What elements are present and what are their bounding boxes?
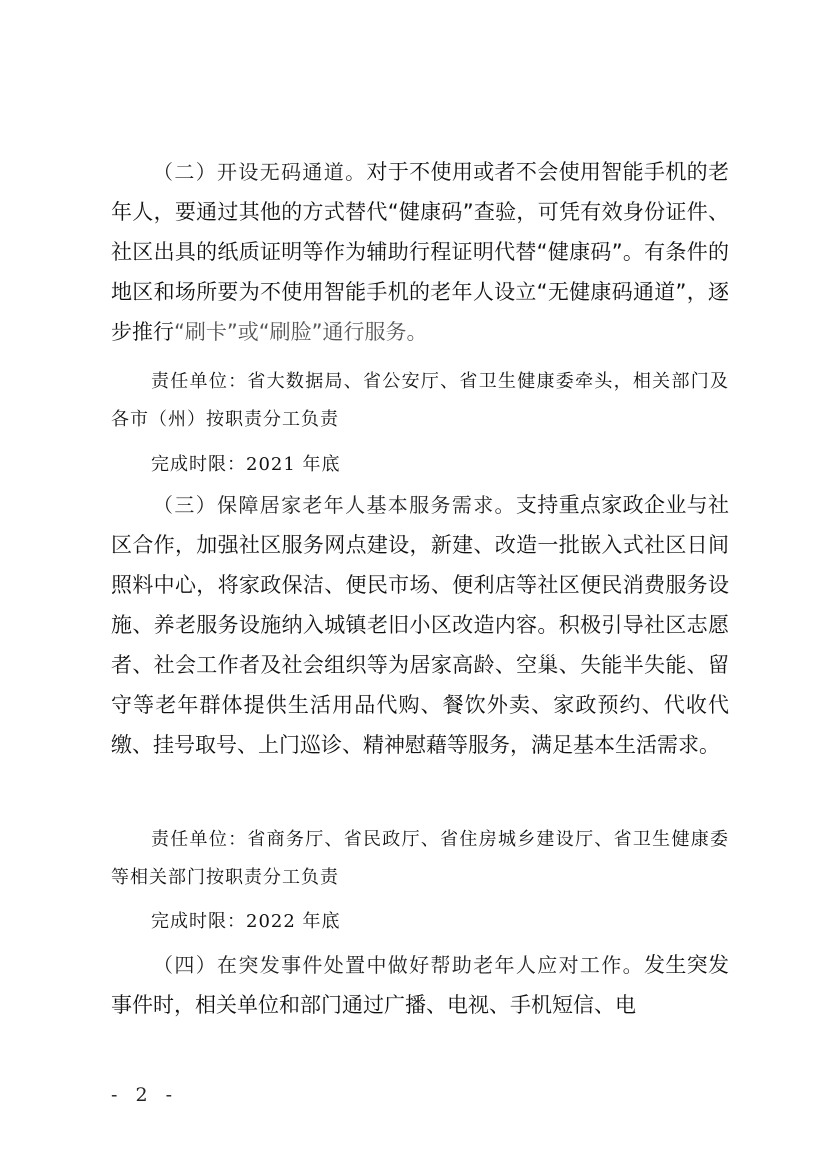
section-2-body-tail: “刷卡”或“刷脸”通行服务。 [174, 320, 428, 344]
section-3-paragraph [111, 485, 729, 765]
section-2-deadline: 完成时限：2021 年底 [151, 454, 341, 475]
section-3-responsible: 责任单位：省商务厅、省民政厅、省住房城乡建设厅、省卫生健康委等相关部门按职责分工负责 [111, 829, 729, 888]
section-4-body: 发生突发事件时，相关单位和部门通过广播、电视、手机短信、电 [111, 953, 730, 1017]
section-2-paragraph [111, 152, 729, 352]
section-4-heading: （四）在突发事件处置中做好帮助老年人应对工作。 [153, 953, 644, 977]
section-4-paragraph [111, 945, 729, 1025]
section-2-responsible: 责任单位：省大数据局、省公安厅、省卫生健康委牵头，相关部门及各市（州）按职责分工负责 [111, 371, 729, 430]
section-2-body: 对于不使用或者不会使用智能手机的老年人，要通过其他的方式替代“健康码”查验，可凭有效身份证件、社区出具的纸质证明等作为辅助行程证明代替“健康码”。有条件的地区和场所要为不使用智能手机的老年人设立“无健康码通道”，逐步推行 [111, 160, 730, 344]
section-2-heading: （二）开设无码通道。 [153, 160, 367, 184]
page-number: - 2 - [111, 1084, 179, 1106]
section-3-deadline: 完成时限：2022 年底 [151, 911, 341, 932]
section-3-heading: （三）保障居家老年人基本服务需求。 [153, 493, 516, 517]
section-3-body: 支持重点家政企业与社区合作，加强社区服务网点建设，新建、改造一批嵌入式社区日间照料中心，将家政保洁、便民市场、便利店等社区便民消费服务设施、养老服务设施纳入城镇老旧小区改造内容。积极引导社区志愿者、社会工作者及社会组织等为居家高龄、空巢、失能半失能、留守等老年群体提供生活用品代购、餐饮外卖、家政预约、代收代缴、挂号取号、上门巡诊、精神慰藉等服务，满足基本生活需求。 [111, 493, 730, 757]
